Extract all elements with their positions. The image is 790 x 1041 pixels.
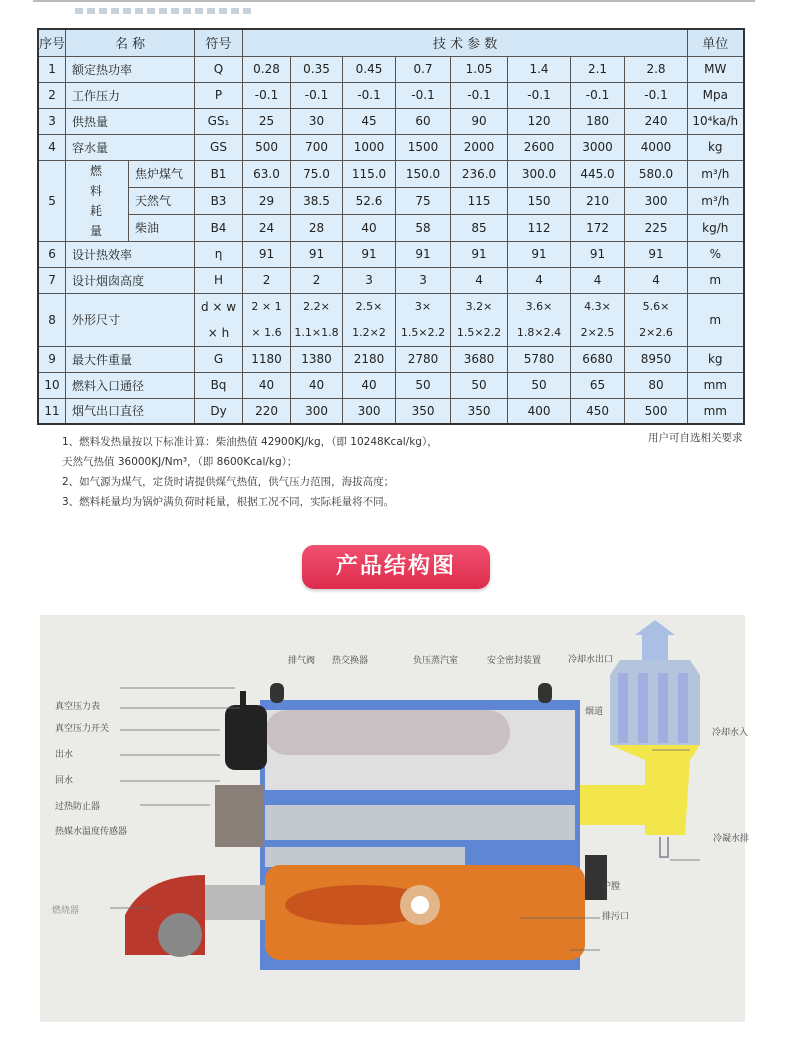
row-unit: m³/h <box>688 187 744 214</box>
value-cell: 4000 <box>625 134 688 160</box>
table-row <box>38 134 744 160</box>
row-unit: kg/h <box>688 214 744 241</box>
value-cell: 30 <box>291 108 343 134</box>
value-cell: 0.28 <box>243 56 291 82</box>
value-cell: 3 <box>343 267 396 293</box>
value-cell: 1500 <box>396 134 451 160</box>
table-row <box>38 160 744 187</box>
cell-line: × 1.6 <box>251 325 282 339</box>
cell-line: 1.5×2.2 <box>456 325 502 339</box>
value-cell: 1380 <box>291 346 343 372</box>
value-cell: 2.1 <box>571 56 625 82</box>
row-unit: Mpa <box>688 82 744 108</box>
value-cell: 75 <box>396 187 451 214</box>
value-cell: 91 <box>508 241 571 267</box>
header-name: 名 称 <box>66 29 195 56</box>
cell-line: 1.2×2 <box>352 325 386 339</box>
value-cell <box>396 293 451 346</box>
value-cell: 2000 <box>451 134 508 160</box>
table-row <box>38 214 744 241</box>
table-row <box>38 241 744 267</box>
top-divider <box>33 0 755 2</box>
value-cell: 75.0 <box>291 160 343 187</box>
value-cell: 45 <box>343 108 396 134</box>
cell-line: 4.3× <box>584 299 611 313</box>
row-symbol: Dy <box>195 398 243 424</box>
value-cell: 445.0 <box>571 160 625 187</box>
row-name: 燃料入口通径 <box>66 372 195 398</box>
row-symbol: GS <box>195 134 243 160</box>
table-row <box>38 398 744 424</box>
label-furnace: 炉膛 <box>602 882 621 892</box>
value-cell: 1.4 <box>508 56 571 82</box>
table-header <box>38 29 744 56</box>
cell-line: d × w <box>200 299 237 314</box>
table-row <box>38 56 744 82</box>
boiler-illustration <box>40 615 745 1022</box>
value-cell: -0.1 <box>571 82 625 108</box>
row-number: 3 <box>38 108 66 134</box>
row-unit: MW <box>688 56 744 82</box>
value-cell: 85 <box>451 214 508 241</box>
table-row <box>38 346 744 372</box>
value-cell: 3 <box>396 267 451 293</box>
value-cell: 91 <box>291 241 343 267</box>
row-symbol: H <box>195 267 243 293</box>
row-number: 2 <box>38 82 66 108</box>
value-cell: 4 <box>508 267 571 293</box>
value-cell: 210 <box>571 187 625 214</box>
boiler-structure-diagram <box>40 615 750 1022</box>
value-cell: 1180 <box>243 346 291 372</box>
row-group-name <box>66 160 129 241</box>
value-cell: 300 <box>625 187 688 214</box>
cell-line: 3× <box>414 299 432 313</box>
row-name: 柴油 <box>129 214 195 241</box>
row-name: 最大件重量 <box>66 346 195 372</box>
row-unit: kg <box>688 134 744 160</box>
value-cell: 150.0 <box>396 160 451 187</box>
value-cell: 120 <box>508 108 571 134</box>
value-cell: 50 <box>396 372 451 398</box>
header-no: 序号 <box>38 29 66 56</box>
value-cell: 300 <box>343 398 396 424</box>
value-cell: -0.1 <box>343 82 396 108</box>
cell-line: 5.6× <box>642 299 670 313</box>
row-name: 设计热效率 <box>66 241 195 267</box>
label-water-out: 出水 <box>55 750 74 760</box>
value-cell: 400 <box>508 398 571 424</box>
label-vacuum-gauge: 真空压力表 <box>55 702 101 712</box>
value-cell: 300 <box>291 398 343 424</box>
value-cell: 350 <box>396 398 451 424</box>
value-cell: 3680 <box>451 346 508 372</box>
value-cell <box>243 293 291 346</box>
row-symbol: η <box>195 241 243 267</box>
value-cell: 63.0 <box>243 160 291 187</box>
row-name: 容水量 <box>66 134 195 160</box>
value-cell: 220 <box>243 398 291 424</box>
value-cell <box>571 293 625 346</box>
row-unit: mm <box>688 372 744 398</box>
value-cell: 580.0 <box>625 160 688 187</box>
value-cell: 40 <box>343 214 396 241</box>
row-unit: kg <box>688 346 744 372</box>
notes-right: 用户可自选相关要求 <box>648 432 743 444</box>
value-cell: 4 <box>451 267 508 293</box>
cell-line: 1.8×2.4 <box>516 325 562 339</box>
row-unit: m <box>688 267 744 293</box>
value-cell: 180 <box>571 108 625 134</box>
header-params: 技 术 参 数 <box>243 29 688 56</box>
row-unit: m <box>688 293 744 346</box>
label-safety-seal: 安全密封装置 <box>487 656 542 666</box>
note-line: 1、燃料发热量按以下标准计算：柴油热值 42900KJ/kg，（即 10248Kcal/kg）， <box>62 436 438 448</box>
value-cell: 4 <box>571 267 625 293</box>
value-cell: 500 <box>243 134 291 160</box>
value-cell: 700 <box>291 134 343 160</box>
value-cell: 172 <box>571 214 625 241</box>
label-vent-valve: 排气阀 <box>288 656 316 666</box>
row-symbol: B3 <box>195 187 243 214</box>
label-overheat-protector: 过热防止器 <box>55 802 101 812</box>
blurred-title <box>75 8 255 14</box>
value-cell: 2 <box>243 267 291 293</box>
value-cell: 91 <box>396 241 451 267</box>
table-row <box>38 82 744 108</box>
row-symbol: P <box>195 82 243 108</box>
table-row <box>38 267 744 293</box>
cell-line: 1.5×2.2 <box>400 325 446 339</box>
value-cell: 450 <box>571 398 625 424</box>
row-number: 6 <box>38 241 66 267</box>
row-symbol: Bq <box>195 372 243 398</box>
value-cell: 38.5 <box>291 187 343 214</box>
row-unit: mm <box>688 398 744 424</box>
note-line: 3、燃料耗量均为锅炉满负荷时耗量，根据工况不同，实际耗量将不同。 <box>62 496 395 508</box>
cell-line: 1.1×1.8 <box>294 325 339 339</box>
value-cell: 3000 <box>571 134 625 160</box>
row-name: 设计烟囱高度 <box>66 267 195 293</box>
row-number: 11 <box>38 398 66 424</box>
value-cell: 2.8 <box>625 56 688 82</box>
value-cell: -0.1 <box>243 82 291 108</box>
value-cell: 65 <box>571 372 625 398</box>
row-number: 9 <box>38 346 66 372</box>
value-cell <box>625 293 688 346</box>
table-row <box>38 372 744 398</box>
row-unit: m³/h <box>688 160 744 187</box>
value-cell <box>291 293 343 346</box>
value-cell: 91 <box>451 241 508 267</box>
value-cell: 29 <box>243 187 291 214</box>
row-name: 烟气出口直径 <box>66 398 195 424</box>
value-cell: 300.0 <box>508 160 571 187</box>
value-cell: 1.05 <box>451 56 508 82</box>
value-cell: 91 <box>571 241 625 267</box>
row-unit: 10⁴ka/h <box>688 108 744 134</box>
value-cell: 52.6 <box>343 187 396 214</box>
group-label: 燃料耗量 <box>90 163 103 238</box>
row-symbol: G <box>195 346 243 372</box>
value-cell: 225 <box>625 214 688 241</box>
value-cell: 28 <box>291 214 343 241</box>
row-number: 5 <box>38 160 66 241</box>
value-cell: 8950 <box>625 346 688 372</box>
label-vacuum-switch: 真空压力开关 <box>55 724 110 734</box>
value-cell: 50 <box>451 372 508 398</box>
value-cell: 91 <box>625 241 688 267</box>
row-name: 额定热功率 <box>66 56 195 82</box>
value-cell: 150 <box>508 187 571 214</box>
value-cell: 5780 <box>508 346 571 372</box>
cell-line: 2.2× <box>303 299 330 313</box>
cell-line: 2.5× <box>355 299 383 313</box>
label-flue: 烟道 <box>585 707 604 717</box>
value-cell: 80 <box>625 372 688 398</box>
value-cell: 6680 <box>571 346 625 372</box>
value-cell: 91 <box>243 241 291 267</box>
cell-line: 2 × 1 <box>251 299 282 313</box>
cell-line: 2×2.5 <box>580 325 615 339</box>
table-row <box>38 293 744 346</box>
value-cell: 40 <box>343 372 396 398</box>
cell-line: 3.6× <box>525 299 553 313</box>
value-cell: 50 <box>508 372 571 398</box>
value-cell: -0.1 <box>508 82 571 108</box>
value-cell: -0.1 <box>451 82 508 108</box>
value-cell: 0.45 <box>343 56 396 82</box>
label-blowdown: 排污口 <box>602 912 630 922</box>
value-cell: 236.0 <box>451 160 508 187</box>
value-cell: 115 <box>451 187 508 214</box>
value-cell: 40 <box>291 372 343 398</box>
row-name: 供热量 <box>66 108 195 134</box>
spec-table <box>37 28 745 425</box>
row-number: 8 <box>38 293 66 346</box>
header-unit: 单位 <box>688 29 744 56</box>
row-name: 焦炉煤气 <box>129 160 195 187</box>
value-cell: -0.1 <box>625 82 688 108</box>
value-cell: 25 <box>243 108 291 134</box>
section-title-badge: 产品结构图 <box>302 545 490 589</box>
label-water-return: 回水 <box>55 776 74 786</box>
row-symbol: B1 <box>195 160 243 187</box>
row-name: 工作压力 <box>66 82 195 108</box>
value-cell: 90 <box>451 108 508 134</box>
value-cell: 60 <box>396 108 451 134</box>
value-cell: 1000 <box>343 134 396 160</box>
notes <box>62 432 438 512</box>
value-cell: 115.0 <box>343 160 396 187</box>
row-number: 7 <box>38 267 66 293</box>
value-cell: 112 <box>508 214 571 241</box>
value-cell: -0.1 <box>396 82 451 108</box>
row-symbol <box>195 293 243 346</box>
value-cell: 91 <box>343 241 396 267</box>
row-symbol: B4 <box>195 214 243 241</box>
row-name: 外形尺寸 <box>66 293 195 346</box>
value-cell <box>508 293 571 346</box>
value-cell: 350 <box>451 398 508 424</box>
value-cell: 240 <box>625 108 688 134</box>
value-cell: 40 <box>243 372 291 398</box>
row-unit: % <box>688 241 744 267</box>
label-heat-exchanger: 热交换器 <box>332 656 369 666</box>
value-cell: 24 <box>243 214 291 241</box>
value-cell: 2 <box>291 267 343 293</box>
value-cell: 4 <box>625 267 688 293</box>
row-symbol: GS₁ <box>195 108 243 134</box>
value-cell <box>343 293 396 346</box>
table-row <box>38 187 744 214</box>
cell-line: 3.2× <box>465 299 493 313</box>
value-cell: 2600 <box>508 134 571 160</box>
row-symbol: Q <box>195 56 243 82</box>
value-cell: 500 <box>625 398 688 424</box>
label-temp-sensor: 热媒水温度传感器 <box>55 827 128 837</box>
row-number: 10 <box>38 372 66 398</box>
row-number: 4 <box>38 134 66 160</box>
label-cooling-water-outlet: 冷却水出口 <box>568 655 614 665</box>
cell-line: × h <box>207 325 230 340</box>
cell-line: 2×2.6 <box>639 325 673 339</box>
label-burner: 燃烧器 <box>52 906 80 916</box>
value-cell: 2780 <box>396 346 451 372</box>
label-cooling-water-inlet: 冷却水入 <box>712 728 749 738</box>
value-cell <box>451 293 508 346</box>
note-line: 天然气热值 36000KJ/Nm³，（即 8600Kcal/kg）； <box>62 456 298 468</box>
row-number: 1 <box>38 56 66 82</box>
table-row <box>38 108 744 134</box>
value-cell: 2180 <box>343 346 396 372</box>
value-cell: 58 <box>396 214 451 241</box>
header-symbol: 符号 <box>195 29 243 56</box>
row-name: 天然气 <box>129 187 195 214</box>
label-condensate-drain: 冷凝水排 <box>713 834 750 844</box>
value-cell: 0.35 <box>291 56 343 82</box>
label-vacuum-steam-chamber: 负压蒸汽室 <box>413 656 459 666</box>
value-cell: -0.1 <box>291 82 343 108</box>
value-cell: 0.7 <box>396 56 451 82</box>
note-line: 2、如气源为煤气，定货时请提供煤气热值，供气压力范围，海拔高度； <box>62 476 395 488</box>
